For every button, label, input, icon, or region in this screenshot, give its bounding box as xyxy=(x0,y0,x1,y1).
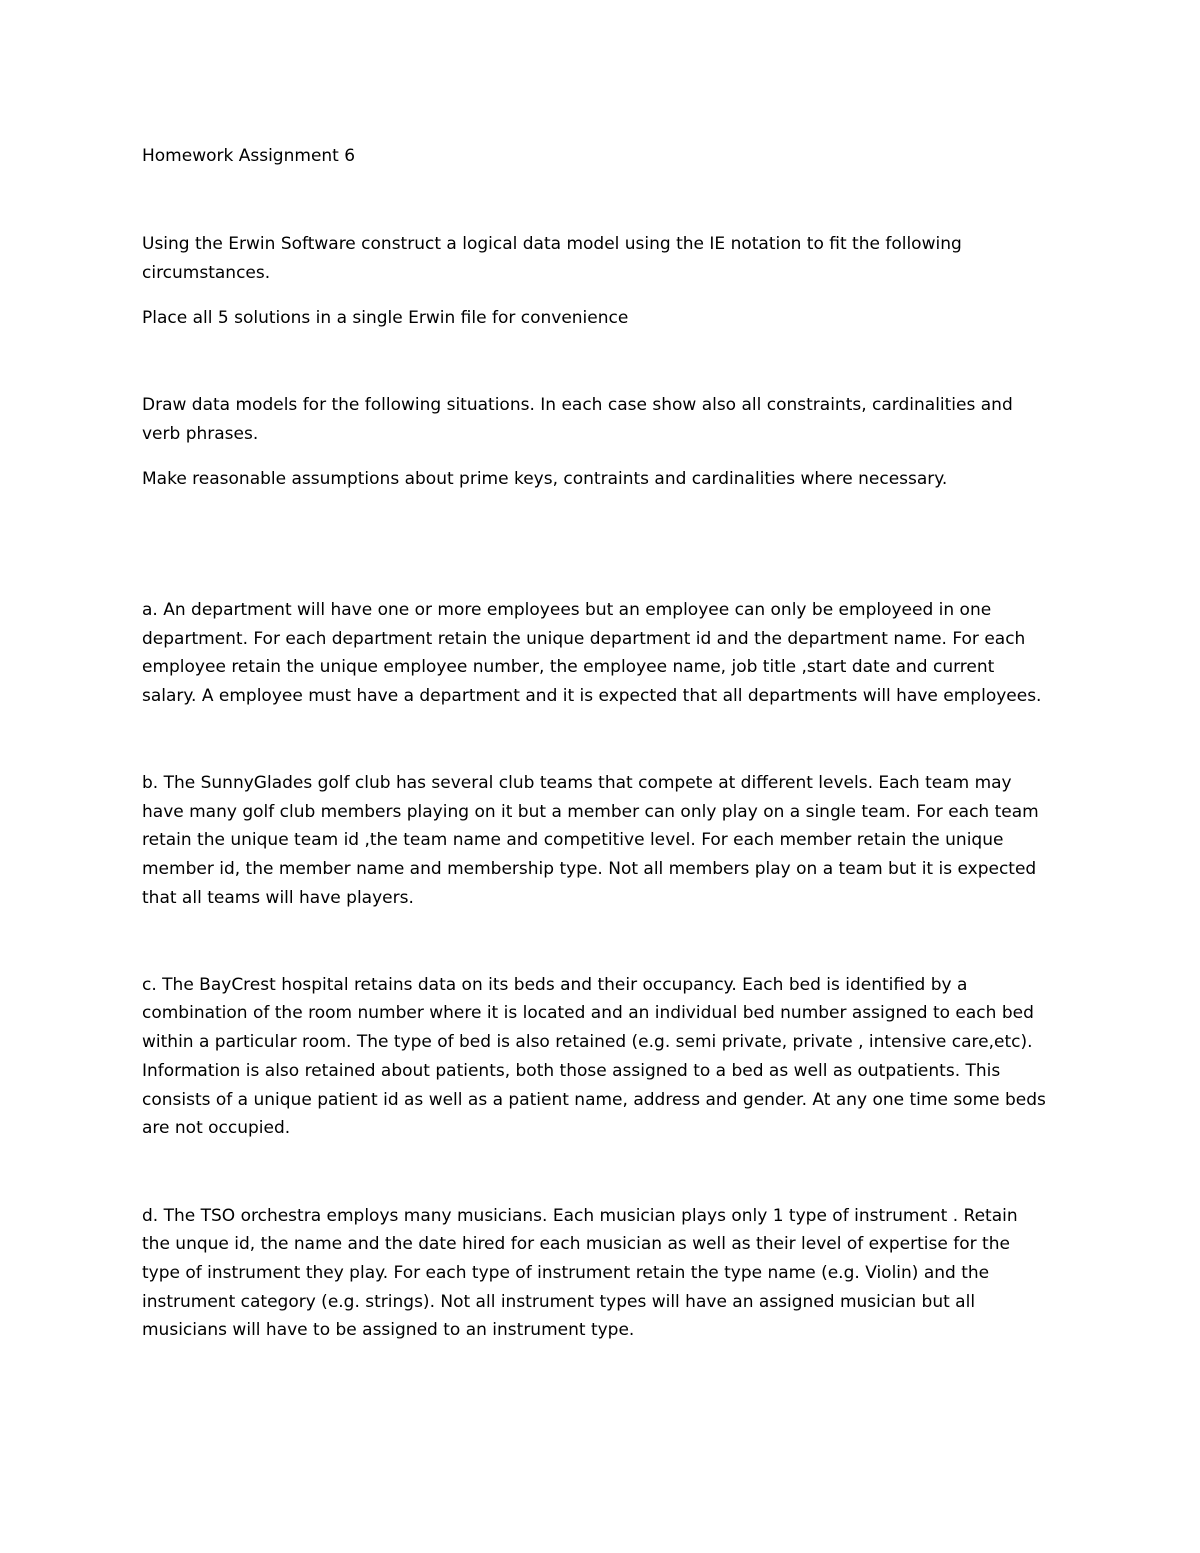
problem-d-line-1: d. The TSO orchestra employs many musicians. Each musician plays only 1 type of instrument . Retain xyxy=(142,1206,1018,1226)
problem-b-line-5: that all teams will have players. xyxy=(142,888,414,908)
problem-a-line-1: a. An department will have one or more employees but an employee can only be employeed in one xyxy=(142,600,992,620)
problem-c-line-5: consists of a unique patient id as well as a patient name, address and gender. At any one time some beds xyxy=(142,1090,1046,1110)
problem-c-line-4: Information is also retained about patients, both those assigned to a bed as well as outpatients. This xyxy=(142,1061,1001,1081)
problem-b-line-1: b. The SunnyGlades golf club has several club teams that compete at different levels. Each team may xyxy=(142,773,1012,793)
draw-line-2: verb phrases. xyxy=(142,424,259,444)
problem-a-line-3: employee retain the unique employee number, the employee name, job title ,start date and current xyxy=(142,657,995,677)
intro-line-2: circumstances. xyxy=(142,263,271,283)
problem-d-line-5: musicians will have to be assigned to an instrument type. xyxy=(142,1320,635,1340)
problem-d-line-4: instrument category (e.g. strings). Not all instrument types will have an assigned musician but all xyxy=(142,1292,976,1312)
problem-a-line-2: department. For each department retain the unique department id and the department name. For each xyxy=(142,629,1026,649)
problem-d-line-3: type of instrument they play. For each type of instrument retain the type name (e.g. Violin) and the xyxy=(142,1263,990,1283)
problem-c-line-3: within a particular room. The type of bed is also retained (e.g. semi private, private , intensive care,etc). xyxy=(142,1032,1033,1052)
assumptions-instruction: Make reasonable assumptions about prime keys, contraints and cardinalities where necessary. xyxy=(142,469,948,489)
intro-line-1: Using the Erwin Software construct a logical data model using the IE notation to fit the following xyxy=(142,234,962,254)
problem-c-line-1: c. The BayCrest hospital retains data on its beds and their occupancy. Each bed is identified by a xyxy=(142,975,968,995)
problem-b-line-4: member id, the member name and membership type. Not all members play on a team but it is expected xyxy=(142,859,1037,879)
problem-b-line-2: have many golf club members playing on it but a member can only play on a single team. For each team xyxy=(142,802,1039,822)
draw-line-1: Draw data models for the following situations. In each case show also all constraints, cardinalities and xyxy=(142,395,1013,415)
problem-c-line-2: combination of the room number where it is located and an individual bed number assigned to each bed xyxy=(142,1003,1034,1023)
problem-d-line-2: the unque id, the name and the date hired for each musician as well as their level of expertise for the xyxy=(142,1234,1010,1254)
document-title: Homework Assignment 6 xyxy=(142,146,356,166)
problem-b-line-3: retain the unique team id ,the team name and competitive level. For each member retain the unique xyxy=(142,830,1004,850)
place-instruction: Place all 5 solutions in a single Erwin file for convenience xyxy=(142,308,629,328)
problem-a-line-4: salary. A employee must have a department and it is expected that all departments will have employees. xyxy=(142,686,1042,706)
problem-c-line-6: are not occupied. xyxy=(142,1118,291,1138)
